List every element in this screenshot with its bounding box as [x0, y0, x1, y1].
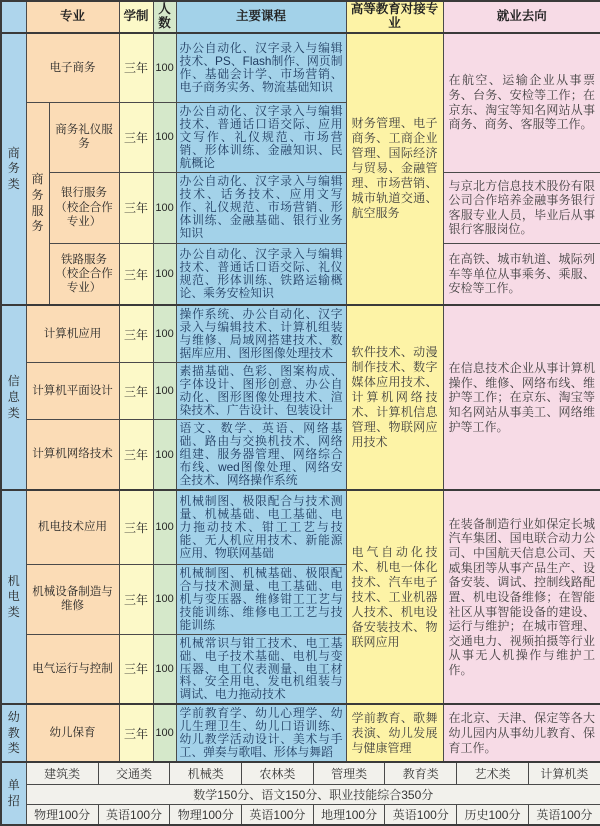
duration-bank: 三年	[119, 172, 153, 243]
single-recruit-subjects-row	[27, 804, 600, 824]
sr-subject-3: 物理100分	[170, 804, 242, 824]
category-single-recruit	[1, 762, 26, 825]
major-graphic-design: 计算机平面设计	[26, 363, 119, 420]
courses-etiquette: 办公自动化、汉字录入与编辑技术、普通话口语交际、应用文写作、礼仪规范、市场营销、形体训练、金融知识、民航概论	[176, 103, 346, 173]
courses-network-tech: 语文、数学、英语、网络基础、路由与交换机技术、网络组建、服务器管理、网络综合布线、wed图像处理、网络安全技术、网络操作系统	[176, 420, 346, 490]
major-bank-service: 银行服务（校企合作专业）	[49, 172, 119, 243]
count-bank: 100	[153, 172, 176, 243]
sr-common-subjects: 数学150分、语文150分、职业技能综合350分	[27, 784, 600, 804]
sr-subject-2: 英语100分	[98, 804, 170, 824]
duration-railway: 三年	[119, 243, 153, 305]
single-recruit-common-row	[27, 784, 600, 804]
category-single-recruit-label: 单招	[7, 778, 20, 809]
sr-subject-6: 英语100分	[385, 804, 457, 824]
major-etiquette-service: 商务礼仪服务	[49, 103, 119, 173]
category-preschool	[1, 704, 26, 762]
employment-business: 在航空、运输企业从事票务、台务、安检等工作；在京东、淘宝等知名网站从事商务、商务、客服等工作。	[443, 33, 600, 173]
category-mechatronics-label: 机电类	[7, 574, 20, 621]
table-header-row	[1, 1, 600, 33]
duration-ecommerce: 三年	[119, 33, 153, 103]
row-railway-service	[1, 243, 600, 305]
count-network-tech: 100	[153, 420, 176, 490]
subcategory-business-service	[26, 103, 49, 306]
count-graphic-design: 100	[153, 363, 176, 420]
sr-subject-1: 物理100分	[27, 804, 99, 824]
header-higher-ed: 高等教育对接专业	[346, 1, 443, 33]
category-preschool-label: 幼教类	[7, 710, 20, 757]
employment-bank: 与京北方信息技术股份有限公司合作培养金融事务银行客服专业人员，毕业后从事银行客服岗位。	[443, 172, 600, 243]
courses-railway: 办公自动化、汉字录入与编辑技术、普通话口语交际、礼仪规范、形体训练、铁路运输概论、乘务安检知识	[176, 243, 346, 305]
employment-mechatronics: 在装备制造行业如保定长城汽车集团、国电联合动力公司、中国航天信息公司、天威集团等从事产品生产、设备安装、调试、控制线路配置、机电设备维修；在智能社区从事智能设备的建设、运行与维护；在城市管理、交通电力、视频拍摄等行业从事无人机操作与维护工作。	[443, 490, 600, 704]
category-information-label: 信息类	[7, 374, 20, 421]
duration-machinery-mfg: 三年	[119, 564, 153, 634]
sr-category-agroforestry: 农林类	[242, 763, 314, 784]
sr-subject-5: 地理100分	[313, 804, 385, 824]
courses-bank: 办公自动化、汉字录入与编辑技术、话务技术、应用文写作、礼仪规范、市场营销、形体训练、金融基础、银行业务知识	[176, 172, 346, 243]
duration-electrical-control: 三年	[119, 634, 153, 704]
higher-ed-preschool: 学前教育、歌舞表演、幼儿发展与健康管理	[346, 704, 443, 762]
sr-subject-7: 历史100分	[457, 804, 529, 824]
employment-railway: 在高铁、城市轨道、城际列车等单位从事乘务、乘服、安检等工作。	[443, 243, 600, 305]
header-duration: 学制	[119, 1, 153, 33]
count-childcare: 100	[153, 704, 176, 762]
major-ecommerce: 电子商务	[26, 33, 119, 103]
header-major: 专业	[26, 1, 119, 33]
sr-subject-8: 英语100分	[528, 804, 600, 824]
courses-mechatronics-app: 机械制图、极限配合与技术测量、机械基础、电工基础、电力拖动技术、钳工工艺与技能、无人机应用技术、新能源应用、物联网基础	[176, 490, 346, 564]
courses-graphic-design: 素描基础、色彩、图案构成、字体设计、图形创意、办公自动化、图形图像处理技术、渲染技术、广告设计、包装设计	[176, 363, 346, 420]
major-mechatronics-app: 机电技术应用	[26, 490, 119, 564]
higher-ed-mechatronics: 电气自动化技术、机电一体化技术、汽车电子技术、工业机器人技术、机电设备安装技术、物联网应用	[346, 490, 443, 704]
major-machinery-mfg: 机械设备制造与维修	[26, 564, 119, 634]
major-network-tech: 计算机网络技术	[26, 420, 119, 490]
count-railway: 100	[153, 243, 176, 305]
row-ecommerce	[1, 33, 600, 103]
duration-network-tech: 三年	[119, 420, 153, 490]
employment-information: 在信息技术企业从事计算机操作、维修、网络布线、维护等工作；在京东、淘宝等知名网站从事美工、网络维护等工作。	[443, 305, 600, 490]
duration-graphic-design: 三年	[119, 363, 153, 420]
courses-electrical-control: 机械常识与钳工技术、电工基础、电子技术基础、电机与变压器、电工仪表测量、电工材料、安全用电、发电机组装与调试、电力拖动技术	[176, 634, 346, 704]
major-computer-application: 计算机应用	[26, 305, 119, 362]
header-corner	[1, 1, 26, 33]
count-mechatronics-app: 100	[153, 490, 176, 564]
count-machinery-mfg: 100	[153, 564, 176, 634]
courses-computer-application: 操作系统、办公自动化、汉字录入与编辑技术、计算机组装与维修、局域网搭建技术、数据库应用、图形图像处理技术	[176, 305, 346, 362]
category-business	[1, 33, 26, 306]
sr-category-art: 艺术类	[457, 763, 529, 784]
major-electrical-control: 电气运行与控制	[26, 634, 119, 704]
row-mechatronics-app	[1, 490, 600, 564]
header-courses: 主要课程	[176, 1, 346, 33]
courses-childcare: 学前教育学、幼儿心理学、幼儿生理卫生、幼儿口语训练、幼儿教学活动设计、美术与手工、弹奏与歌唱、形体与舞蹈	[176, 704, 346, 762]
sr-category-construction: 建筑类	[27, 763, 99, 784]
courses-machinery-mfg: 机械制图、机械基础、极限配合与技术测量、电工基础、电机与变压器、维修钳工工艺与技能训练、维修电工工艺与技能训练	[176, 564, 346, 634]
header-count: 人数	[153, 1, 176, 33]
single-recruit-grid	[26, 762, 600, 825]
count-etiquette: 100	[153, 103, 176, 173]
higher-ed-information: 软件技术、动漫制作技术、数字媒体应用技术、计算机网络技术、计算机信息管理、物联网应用技术	[346, 305, 443, 490]
duration-childcare: 三年	[119, 704, 153, 762]
category-mechatronics	[1, 490, 26, 704]
duration-etiquette: 三年	[119, 103, 153, 173]
sr-category-education: 教育类	[385, 763, 457, 784]
subcategory-business-service-label: 商务服务	[31, 172, 44, 234]
courses-ecommerce: 办公自动化、汉字录入与编辑技术、PS、Flash制作、网页制作、基础会计学、市场营销、电子商务实务、物流基础知识	[176, 33, 346, 103]
sr-category-machinery: 机械类	[170, 763, 242, 784]
header-employment: 就业去向	[443, 1, 600, 33]
major-childcare: 幼儿保育	[26, 704, 119, 762]
sr-subject-4: 英语100分	[242, 804, 314, 824]
sr-category-computer: 计算机类	[528, 763, 600, 784]
count-computer-application: 100	[153, 305, 176, 362]
sr-category-transport: 交通类	[98, 763, 170, 784]
major-railway-service: 铁路服务（校企合作专业）	[49, 243, 119, 305]
duration-mechatronics-app: 三年	[119, 490, 153, 564]
category-business-label: 商务类	[7, 146, 20, 193]
row-childcare	[1, 704, 600, 762]
higher-ed-business: 财务管理、电子商务、工商企业管理、国际经济与贸易、金融管理、市场营销、城市轨道交通、航空服务	[346, 33, 443, 306]
row-bank-service	[1, 172, 600, 243]
category-information	[1, 305, 26, 490]
count-ecommerce: 100	[153, 33, 176, 103]
row-single-recruit	[1, 762, 600, 825]
row-computer-application	[1, 305, 600, 362]
single-recruit-categories-row	[27, 763, 600, 784]
employment-preschool: 在北京、天津、保定等各大幼儿园内从事幼儿教育、保育工作。	[443, 704, 600, 762]
count-electrical-control: 100	[153, 634, 176, 704]
sr-category-management: 管理类	[313, 763, 385, 784]
duration-computer-application: 三年	[119, 305, 153, 362]
